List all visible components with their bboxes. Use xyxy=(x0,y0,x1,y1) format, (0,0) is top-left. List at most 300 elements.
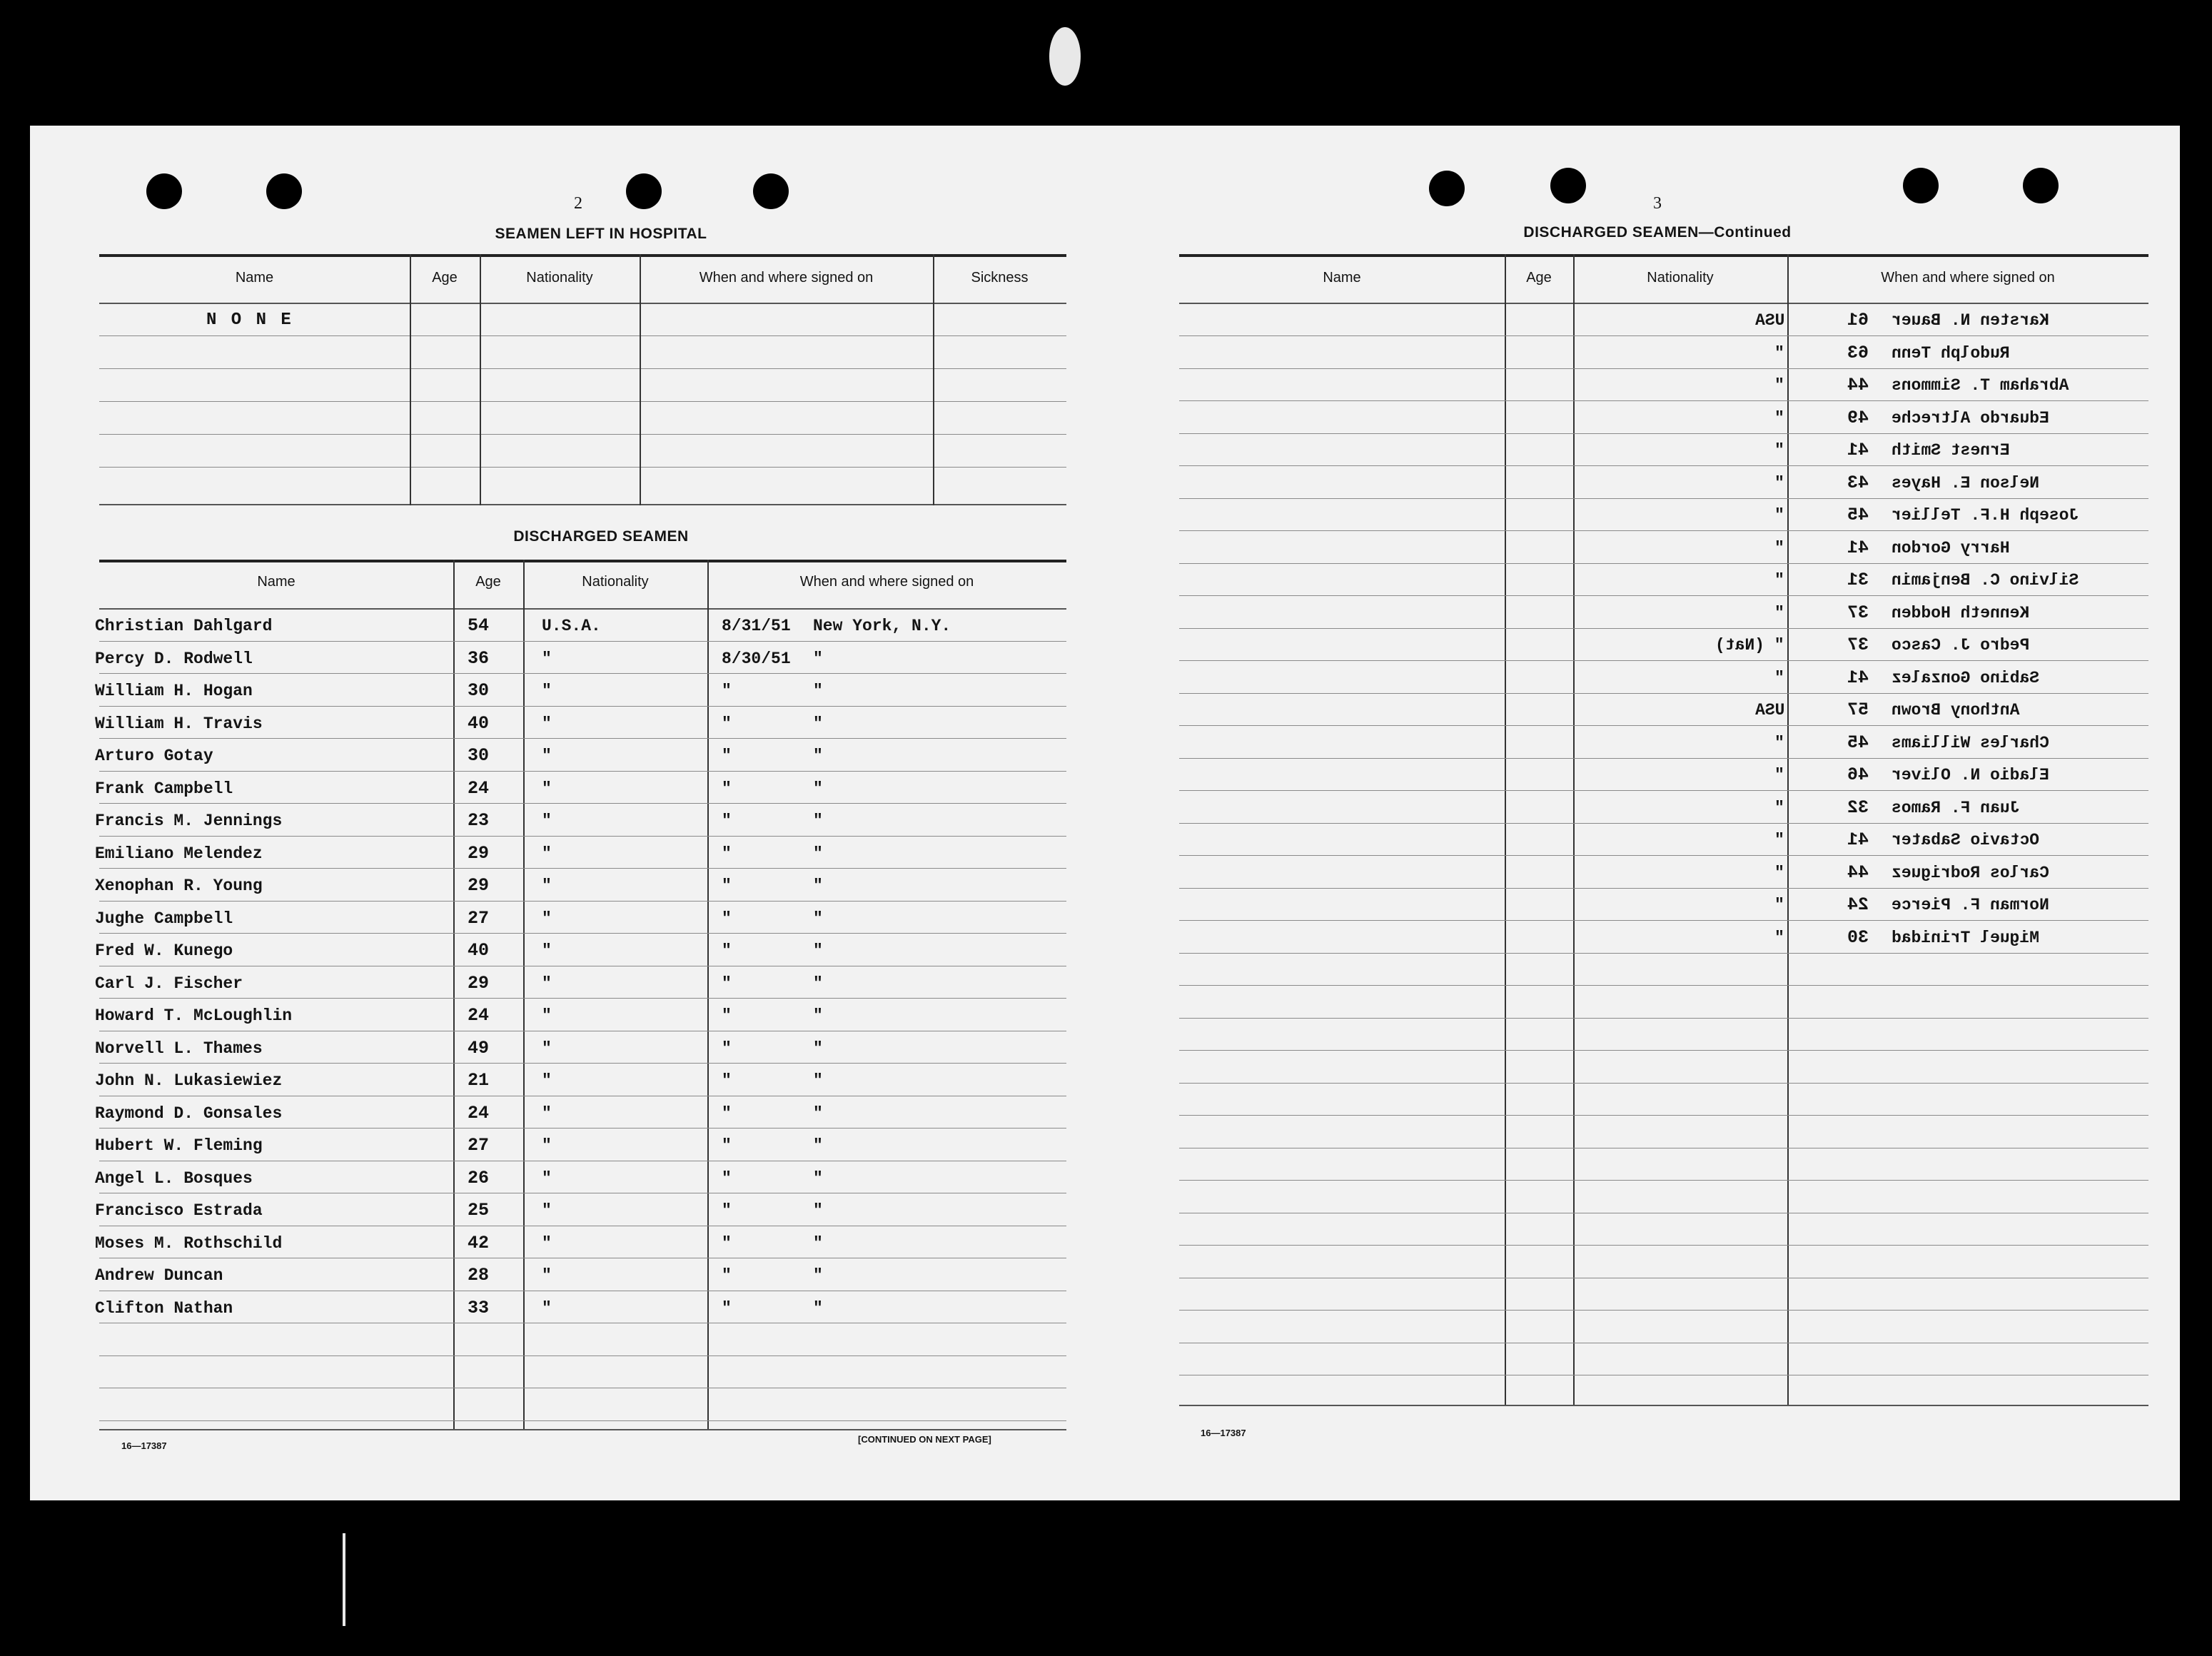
mirrored-seaman-age xyxy=(1804,864,1869,882)
mirrored-seaman-name xyxy=(1892,409,2148,428)
column-header: Nationality xyxy=(582,574,649,590)
row-rule xyxy=(1179,465,2148,466)
row-rule xyxy=(1179,693,2148,694)
row-rule xyxy=(99,738,1066,739)
signed-on-place: " xyxy=(813,1006,823,1025)
mirrored-seaman-name xyxy=(1892,474,2148,493)
column-header: Name xyxy=(235,270,274,286)
mirrored-seaman-nationality xyxy=(1693,376,1784,395)
signed-on-date: " xyxy=(722,747,732,765)
seaman-nationality: " xyxy=(542,682,552,700)
signed-on-place: " xyxy=(813,747,823,765)
signed-on-date: " xyxy=(722,1006,732,1025)
seaman-name: Xenophan R. Young xyxy=(95,877,263,895)
seaman-name: Emiliano Melendez xyxy=(95,844,263,863)
signed-on-place: " xyxy=(813,941,823,960)
punch-hole-icon xyxy=(1903,168,1939,203)
row-rule xyxy=(1179,563,2148,564)
seaman-name: Arturo Gotay xyxy=(95,747,213,765)
mirrored-seaman-nationality xyxy=(1693,409,1784,428)
signed-on-place: " xyxy=(813,1201,823,1220)
mirrored-seaman-nationality xyxy=(1693,701,1784,720)
mirrored-seaman-name xyxy=(1892,734,2148,752)
mirrored-seaman-name-text: Eladio N. Oliver xyxy=(1892,766,2049,784)
row-rule xyxy=(1179,1018,2148,1019)
mirrored-seaman-age xyxy=(1804,376,1869,395)
punch-hole-icon xyxy=(1550,168,1586,203)
column-header: When and where signed on xyxy=(699,270,874,286)
mirrored-seaman-name-text: Joseph H.F. Tellier xyxy=(1892,506,2079,525)
seaman-age: 30 xyxy=(468,680,490,701)
seaman-age: 40 xyxy=(468,940,490,961)
mirrored-seaman-name xyxy=(1892,441,2148,460)
row-rule xyxy=(1179,855,2148,856)
mirrored-seaman-age xyxy=(1804,734,1869,752)
seaman-age: 42 xyxy=(468,1232,490,1253)
signed-on-date: " xyxy=(722,909,732,928)
mirrored-seaman-name xyxy=(1892,571,2148,590)
seaman-name: Moses M. Rothschild xyxy=(95,1233,283,1253)
mirrored-seaman-age xyxy=(1804,539,1869,557)
row-rule xyxy=(1179,1180,2148,1181)
signed-on-place: New York, N.Y. xyxy=(813,617,951,635)
row-rule xyxy=(1179,368,2148,369)
mirrored-seaman-age-text: 37 xyxy=(1847,602,1869,623)
seaman-age: 28 xyxy=(468,1265,490,1286)
continued-table xyxy=(1179,254,2148,1406)
mirrored-seaman-name xyxy=(1892,669,2148,687)
row-rule xyxy=(99,1128,1066,1129)
mirrored-seaman-name xyxy=(1892,539,2148,557)
seaman-age: 29 xyxy=(468,842,490,864)
mirrored-seaman-name-text: Octavio Sabater xyxy=(1892,831,2040,849)
signed-on-date: " xyxy=(722,1039,732,1058)
signed-on-place: " xyxy=(813,1071,823,1090)
mirrored-seaman-name-text: Abraham T. Simmons xyxy=(1892,376,2069,395)
mirrored-seaman-age-text: 30 xyxy=(1847,927,1869,948)
signed-on-date: " xyxy=(722,1104,732,1123)
signed-on-place: " xyxy=(813,1039,823,1058)
mirrored-seaman-age-text: 44 xyxy=(1847,862,1869,883)
seaman-nationality: " xyxy=(542,1298,552,1318)
seaman-name: Jughe Campbell xyxy=(95,909,233,928)
row-rule xyxy=(1179,790,2148,791)
mirrored-seaman-name xyxy=(1892,636,2148,655)
mirrored-seaman-name-text: Carlos Rodriguez xyxy=(1892,863,2049,882)
column-header: When and where signed on xyxy=(1881,270,2055,286)
row-rule xyxy=(1179,530,2148,531)
mirrored-seaman-name-text: Charles Williams xyxy=(1892,733,2049,752)
seaman-nationality: " xyxy=(542,779,552,798)
mirrored-seaman-nationality-text: " xyxy=(1774,668,1784,687)
seaman-name: Angel L. Bosques xyxy=(95,1168,253,1188)
hospital-section-title: SEAMEN LEFT IN HOSPITAL xyxy=(495,226,707,242)
seaman-nationality: " xyxy=(542,714,552,733)
mirrored-seaman-nationality-text: " xyxy=(1774,733,1784,752)
row-rule xyxy=(99,641,1066,642)
seaman-age: 27 xyxy=(468,907,490,929)
mirrored-seaman-age-text: 43 xyxy=(1847,472,1869,493)
mirrored-seaman-age xyxy=(1804,506,1869,525)
signed-on-place: " xyxy=(813,844,823,863)
row-rule xyxy=(1179,888,2148,889)
signed-on-place: " xyxy=(813,1298,823,1318)
seaman-age: 29 xyxy=(468,875,490,896)
mirrored-seaman-nationality xyxy=(1693,636,1784,655)
mirrored-seaman-age-text: 24 xyxy=(1847,894,1869,915)
mirrored-seaman-name xyxy=(1892,376,2148,395)
row-rule xyxy=(99,901,1066,902)
signed-on-place: " xyxy=(813,1168,823,1188)
column-header: Name xyxy=(257,574,296,590)
continued-note: [CONTINUED ON NEXT PAGE] xyxy=(858,1434,991,1445)
mirrored-seaman-nationality xyxy=(1693,896,1784,914)
seaman-age: 27 xyxy=(468,1135,490,1156)
seaman-age: 21 xyxy=(468,1070,490,1091)
seaman-name: Francis M. Jennings xyxy=(95,812,283,830)
scan-artifact xyxy=(1049,27,1081,86)
mirrored-seaman-name-text: Harry Gordon xyxy=(1892,538,2010,557)
mirrored-seaman-nationality xyxy=(1693,766,1784,784)
seaman-name: William H. Hogan xyxy=(95,682,253,700)
row-rule xyxy=(1179,758,2148,759)
signed-on-place: " xyxy=(813,974,823,993)
mirrored-seaman-age-text: 45 xyxy=(1847,732,1869,753)
form-number: 16—17387 xyxy=(1201,1428,1246,1438)
continued-section-title: DISCHARGED SEAMEN—Continued xyxy=(1523,224,1792,241)
mirrored-seaman-name xyxy=(1892,766,2148,784)
seaman-age: 30 xyxy=(468,745,490,766)
mirrored-seaman-name-text: Karsten N. Bauer xyxy=(1892,311,2049,330)
mirrored-seaman-nationality-text: " xyxy=(1774,603,1784,622)
scan-artifact xyxy=(343,1533,345,1626)
mirrored-seaman-age xyxy=(1804,636,1869,655)
hospital-table xyxy=(99,254,1066,505)
mirrored-seaman-nationality xyxy=(1693,539,1784,557)
mirrored-seaman-name-text: Norman F. Pierce xyxy=(1892,896,2049,914)
mirrored-seaman-age xyxy=(1804,799,1869,817)
mirrored-seaman-age xyxy=(1804,441,1869,460)
discharged-table xyxy=(95,560,1066,1430)
page-number: 2 xyxy=(574,194,582,213)
seaman-nationality: " xyxy=(542,1136,552,1155)
seaman-age: 36 xyxy=(468,647,490,669)
seaman-name: Percy D. Rodwell xyxy=(95,649,253,668)
seaman-name: William H. Travis xyxy=(95,714,263,733)
column-header: Name xyxy=(1323,270,1361,286)
mirrored-seaman-age xyxy=(1804,409,1869,428)
mirrored-seaman-age xyxy=(1804,896,1869,914)
column-header: Nationality xyxy=(526,270,593,286)
mirrored-seaman-age-text: 31 xyxy=(1847,570,1869,590)
seaman-name: Clifton Nathan xyxy=(95,1298,233,1318)
seaman-name: Hubert W. Fleming xyxy=(95,1136,263,1155)
mirrored-seaman-nationality-text: " (Nat) xyxy=(1715,636,1784,655)
mirrored-seaman-nationality-text: " xyxy=(1774,408,1784,428)
mirrored-seaman-age xyxy=(1804,344,1869,363)
mirrored-seaman-nationality xyxy=(1693,604,1784,622)
seaman-nationality: " xyxy=(542,1201,552,1220)
mirrored-seaman-nationality xyxy=(1693,799,1784,817)
row-rule xyxy=(1179,920,2148,921)
mirrored-seaman-age-text: 46 xyxy=(1847,764,1869,785)
column-header: Age xyxy=(475,574,501,590)
mirrored-seaman-nationality-text: " xyxy=(1774,928,1784,947)
row-rule xyxy=(99,933,1066,934)
row-rule xyxy=(1179,1245,2148,1246)
column-header: Age xyxy=(432,270,458,286)
mirrored-seaman-nationality xyxy=(1693,441,1784,460)
form-number: 16—17387 xyxy=(121,1440,167,1451)
mirrored-seaman-nationality-text: " xyxy=(1774,343,1784,363)
signed-on-date: " xyxy=(722,1136,732,1155)
punch-hole-icon xyxy=(146,173,182,209)
mirrored-seaman-age-text: 41 xyxy=(1847,440,1869,460)
mirrored-seaman-nationality-text: " xyxy=(1774,538,1784,557)
mirrored-seaman-name xyxy=(1892,604,2148,622)
mirrored-seaman-age-text: 44 xyxy=(1847,375,1869,395)
punch-hole-icon xyxy=(626,173,662,209)
signed-on-place: " xyxy=(813,1136,823,1155)
mirrored-seaman-nationality xyxy=(1693,734,1784,752)
column-header: Sickness xyxy=(971,270,1029,286)
seaman-name: Raymond D. Gonsales xyxy=(95,1104,283,1123)
row-rule xyxy=(1179,1050,2148,1051)
signed-on-date: " xyxy=(722,779,732,798)
signed-on-date: " xyxy=(722,974,732,993)
mirrored-seaman-age-text: 45 xyxy=(1847,505,1869,525)
mirrored-seaman-nationality xyxy=(1693,864,1784,882)
mirrored-seaman-nationality-text: " xyxy=(1774,863,1784,882)
punch-hole-icon xyxy=(266,173,302,209)
signed-on-date: " xyxy=(722,714,732,733)
seaman-nationality: " xyxy=(542,1039,552,1058)
seaman-name: Howard T. McLoughlin xyxy=(95,1006,293,1025)
mirrored-seaman-name xyxy=(1892,864,2148,882)
signed-on-date: " xyxy=(722,941,732,960)
signed-on-place: " xyxy=(813,649,823,668)
seaman-age: 24 xyxy=(468,777,490,799)
row-rule xyxy=(1179,953,2148,954)
mirrored-seaman-nationality xyxy=(1693,506,1784,525)
signed-on-place: " xyxy=(813,1104,823,1123)
seaman-name: Carl J. Fischer xyxy=(95,974,243,993)
seaman-nationality: " xyxy=(542,1266,552,1285)
mirrored-seaman-name xyxy=(1892,344,2148,363)
mirrored-seaman-age xyxy=(1804,669,1869,687)
mirrored-seaman-age-text: 61 xyxy=(1847,310,1869,330)
seaman-age: 54 xyxy=(468,615,490,636)
signed-on-date: " xyxy=(722,1233,732,1253)
seaman-age: 40 xyxy=(468,712,490,734)
mirrored-seaman-nationality xyxy=(1693,929,1784,947)
mirrored-seaman-name-text: Ernest Smith xyxy=(1892,441,2010,460)
row-rule xyxy=(1179,400,2148,401)
column-header: Nationality xyxy=(1647,270,1714,286)
mirrored-seaman-age xyxy=(1804,474,1869,493)
mirrored-seaman-nationality-text: " xyxy=(1774,506,1784,525)
mirrored-seaman-age-text: 57 xyxy=(1847,700,1869,720)
seaman-nationality: " xyxy=(542,844,552,863)
row-rule xyxy=(99,1420,1066,1421)
mirrored-seaman-age xyxy=(1804,571,1869,590)
punch-hole-icon xyxy=(1429,171,1465,206)
mirrored-seaman-name-text: Nelson E. Hayes xyxy=(1892,473,2040,493)
mirrored-seaman-name xyxy=(1892,831,2148,849)
row-rule xyxy=(1179,660,2148,661)
seaman-age: 49 xyxy=(468,1037,490,1059)
signed-on-date: " xyxy=(722,844,732,863)
signed-on-place: " xyxy=(813,1233,823,1253)
seaman-name: Christian Dahlgard xyxy=(95,617,273,635)
hospital-entry: N O N E xyxy=(206,310,293,330)
mirrored-seaman-age-text: 41 xyxy=(1847,537,1869,558)
mirrored-seaman-name-text: Silvino C. Benjamin xyxy=(1892,571,2079,590)
signed-on-place: " xyxy=(813,682,823,700)
seaman-name: Fred W. Kunego xyxy=(95,941,233,960)
row-rule xyxy=(1179,985,2148,986)
signed-on-place: " xyxy=(813,714,823,733)
seaman-name: Norvell L. Thames xyxy=(95,1039,263,1058)
mirrored-seaman-age-text: 49 xyxy=(1847,407,1869,428)
mirrored-seaman-age xyxy=(1804,929,1869,947)
mirrored-seaman-age xyxy=(1804,766,1869,784)
mirrored-seaman-name xyxy=(1892,311,2148,330)
signed-on-date: 8/31/51 xyxy=(722,617,791,635)
row-rule xyxy=(99,706,1066,707)
mirrored-seaman-name xyxy=(1892,701,2148,720)
seaman-age: 24 xyxy=(468,1102,490,1124)
mirrored-seaman-nationality-text: " xyxy=(1774,896,1784,914)
seaman-nationality: " xyxy=(542,649,552,668)
seaman-nationality: " xyxy=(542,1104,552,1123)
mirrored-seaman-nationality-text: " xyxy=(1774,571,1784,590)
row-rule xyxy=(1179,498,2148,499)
mirrored-seaman-name xyxy=(1892,896,2148,914)
mirrored-seaman-age-text: 41 xyxy=(1847,667,1869,688)
seaman-nationality: U.S.A. xyxy=(542,617,601,635)
page-number: 3 xyxy=(1653,194,1662,213)
discharged-section-title: DISCHARGED SEAMEN xyxy=(513,528,689,545)
seaman-age: 29 xyxy=(468,972,490,994)
seaman-age: 26 xyxy=(468,1167,490,1188)
mirrored-seaman-name-text: Kenneth Hodden xyxy=(1892,603,2030,622)
signed-on-date: " xyxy=(722,1071,732,1090)
seaman-nationality: " xyxy=(542,1233,552,1253)
signed-on-date: " xyxy=(722,1298,732,1318)
row-rule xyxy=(1179,1083,2148,1084)
seaman-name: Frank Campbell xyxy=(95,779,233,798)
mirrored-seaman-nationality xyxy=(1693,669,1784,687)
mirrored-seaman-nationality-text: " xyxy=(1774,766,1784,784)
row-rule xyxy=(1179,595,2148,596)
mirrored-seaman-name-text: Eduardo Altreche xyxy=(1892,408,2049,428)
signed-on-date: " xyxy=(722,812,732,830)
mirrored-seaman-age-text: 41 xyxy=(1847,829,1869,850)
seaman-nationality: " xyxy=(542,1006,552,1025)
row-rule xyxy=(1179,335,2148,336)
seaman-nationality: " xyxy=(542,974,552,993)
column-header: When and where signed on xyxy=(799,574,974,590)
signed-on-place: " xyxy=(813,779,823,798)
signed-on-date: " xyxy=(722,1201,732,1220)
row-rule xyxy=(99,771,1066,772)
mirrored-seaman-name xyxy=(1892,506,2148,525)
mirrored-seaman-nationality xyxy=(1693,571,1784,590)
punch-hole-icon xyxy=(753,173,789,209)
mirrored-seaman-nationality xyxy=(1693,311,1784,330)
signed-on-place: " xyxy=(813,812,823,830)
seaman-nationality: " xyxy=(542,941,552,960)
mirrored-seaman-nationality-text: " xyxy=(1774,831,1784,849)
document-page xyxy=(30,126,2180,1500)
row-rule xyxy=(1179,823,2148,824)
row-rule xyxy=(99,868,1066,869)
mirrored-seaman-age xyxy=(1804,604,1869,622)
mirrored-seaman-name-text: Anthony Brown xyxy=(1892,701,2020,720)
column-header: Age xyxy=(1526,270,1552,286)
mirrored-seaman-name xyxy=(1892,799,2148,817)
mirrored-seaman-nationality-text: USA xyxy=(1754,311,1784,330)
mirrored-seaman-age-text: 63 xyxy=(1847,342,1869,363)
mirrored-seaman-nationality-text: " xyxy=(1774,441,1784,460)
row-rule xyxy=(1179,1310,2148,1311)
row-rule xyxy=(1179,433,2148,434)
seaman-name: John N. Lukasiewiez xyxy=(95,1071,283,1090)
mirrored-seaman-name xyxy=(1892,929,2148,947)
signed-on-date: 8/30/51 xyxy=(722,649,791,668)
seaman-nationality: " xyxy=(542,877,552,895)
mirrored-seaman-nationality-text: " xyxy=(1774,473,1784,493)
mirrored-seaman-age-text: 32 xyxy=(1847,797,1869,818)
mirrored-seaman-age-text: 37 xyxy=(1847,635,1869,655)
seaman-nationality: " xyxy=(542,1071,552,1090)
row-rule xyxy=(99,998,1066,999)
seaman-age: 33 xyxy=(468,1297,490,1318)
row-rule xyxy=(1179,1115,2148,1116)
seaman-nationality: " xyxy=(542,1168,552,1188)
mirrored-seaman-nationality-text: " xyxy=(1774,376,1784,395)
punch-hole-icon xyxy=(2023,168,2059,203)
seaman-nationality: " xyxy=(542,909,552,928)
mirrored-seaman-age xyxy=(1804,311,1869,330)
mirrored-seaman-age xyxy=(1804,831,1869,849)
row-rule xyxy=(99,803,1066,804)
signed-on-date: " xyxy=(722,877,732,895)
seaman-name: Andrew Duncan xyxy=(95,1266,223,1285)
seaman-age: 24 xyxy=(468,1005,490,1026)
seaman-age: 23 xyxy=(468,810,490,831)
mirrored-seaman-name-text: Miguel Trinidad xyxy=(1892,928,2040,947)
row-rule xyxy=(99,1063,1066,1064)
signed-on-place: " xyxy=(813,909,823,928)
mirrored-seaman-name-text: Juan F. Ramos xyxy=(1892,798,2020,817)
signed-on-place: " xyxy=(813,1266,823,1285)
seaman-name: Francisco Estrada xyxy=(95,1201,263,1220)
mirrored-seaman-name-text: Rudolph Tenn xyxy=(1892,343,2010,363)
seaman-nationality: " xyxy=(542,812,552,830)
row-rule xyxy=(99,1355,1066,1356)
signed-on-date: " xyxy=(722,1168,732,1188)
mirrored-seaman-nationality xyxy=(1693,344,1784,363)
signed-on-place: " xyxy=(813,877,823,895)
mirrored-seaman-age xyxy=(1804,701,1869,720)
signed-on-date: " xyxy=(722,682,732,700)
signed-on-date: " xyxy=(722,1266,732,1285)
mirrored-seaman-nationality xyxy=(1693,474,1784,493)
row-rule xyxy=(99,673,1066,674)
row-rule xyxy=(1179,628,2148,629)
